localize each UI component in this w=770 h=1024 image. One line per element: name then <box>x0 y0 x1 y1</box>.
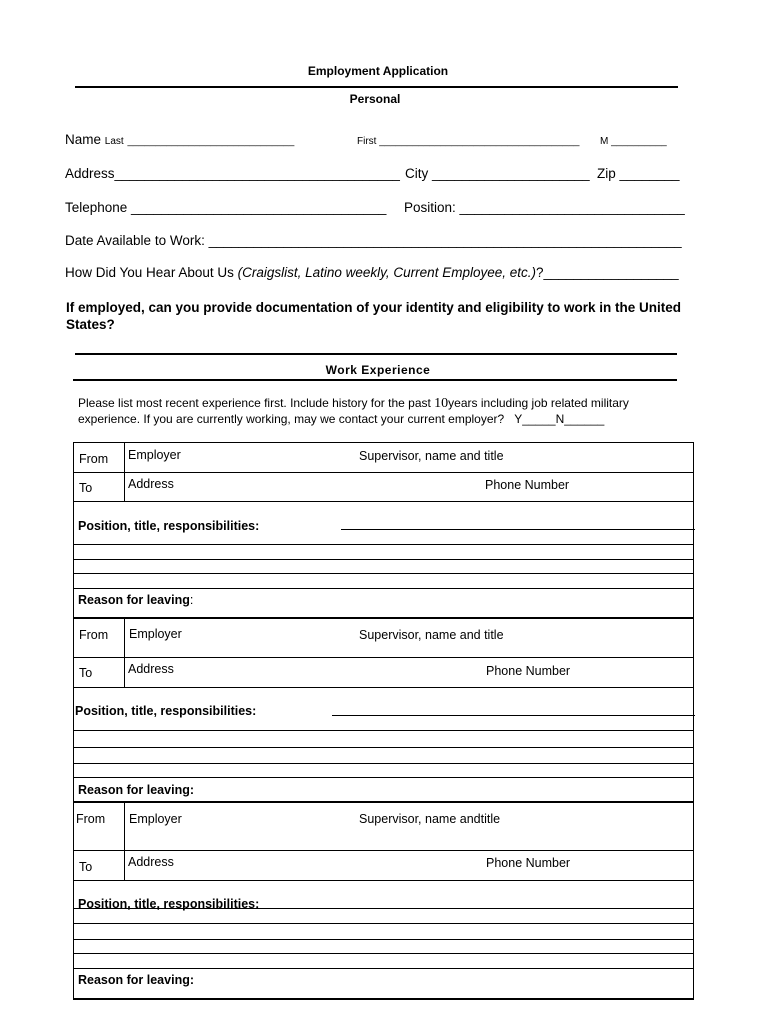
middle-initial-input[interactable]: __________ <box>611 136 667 147</box>
referral-source-examples: (Craigslist, Latino weekly, Current Employee, etc.) <box>237 265 536 280</box>
zip-input[interactable]: Zip ________ <box>597 166 680 181</box>
position-responsibilities-label: Position, title, responsibilities: <box>78 519 260 533</box>
address-field[interactable]: Address <box>128 662 174 676</box>
to-date-field[interactable]: To <box>79 860 93 874</box>
city-input[interactable]: City _____________________ <box>405 166 590 181</box>
employer-field[interactable]: Employer <box>129 627 182 641</box>
last-name-label: Last <box>104 136 124 147</box>
middle-initial-field <box>600 136 667 147</box>
work-bottom-rule <box>73 379 677 381</box>
supervisor-field[interactable]: Supervisor, name and title <box>359 628 504 642</box>
work-entry-2 <box>73 618 694 804</box>
eligibility-question: If employed, can you provide documentation of your identity and eligibility to work in the United States? <box>66 300 682 332</box>
years-count: 10 <box>434 396 449 411</box>
from-date-field[interactable]: From <box>79 452 109 466</box>
position-responsibilities-label: Position, title, responsibilities: <box>78 897 260 911</box>
contact-no-input[interactable]: N______ <box>555 411 605 426</box>
from-date-field[interactable]: From <box>76 812 106 826</box>
position-responsibilities-label: Position, title, responsibilities: <box>75 704 257 718</box>
position-input[interactable]: Position: ______________________________ <box>404 200 685 215</box>
header-rule <box>75 86 678 88</box>
referral-source-label: How Did You Hear About Us <box>65 265 234 280</box>
middle-initial-label: M <box>600 136 609 147</box>
address-field[interactable]: Address <box>128 477 174 491</box>
supervisor-field[interactable]: Supervisor, name andtitle <box>359 812 501 826</box>
date-available-input[interactable]: Date Available to Work: _______________________________________________________________ <box>65 233 682 248</box>
work-entry-3 <box>73 803 694 1000</box>
employer-field[interactable]: Employer <box>128 448 181 462</box>
referral-source-field <box>65 265 679 280</box>
reason-for-leaving-label: Reason for leaving: <box>78 973 194 987</box>
reason-for-leaving-label: Reason for leaving: <box>78 783 194 797</box>
section-personal-heading: Personal <box>349 92 401 106</box>
to-date-field[interactable]: To <box>79 666 93 680</box>
address-input[interactable]: Address______________________________________ <box>65 166 400 181</box>
work-top-rule <box>75 353 677 355</box>
phone-number-field[interactable]: Phone Number <box>485 478 570 492</box>
to-date-field[interactable]: To <box>79 481 93 495</box>
name-field-row <box>65 132 294 147</box>
contact-yes-input[interactable]: Y_____ <box>514 411 556 426</box>
work-entry-1 <box>73 442 694 618</box>
last-name-input[interactable]: ______________________________ <box>127 136 295 147</box>
name-label: Name <box>65 132 102 147</box>
section-work-heading: Work Experience <box>325 363 431 377</box>
referral-source-input[interactable]: ?__________________ <box>535 265 679 280</box>
reason-for-leaving-label: Reason for leaving: <box>78 593 194 607</box>
first-name-label: First <box>357 136 377 147</box>
phone-number-field[interactable]: Phone Number <box>486 664 571 678</box>
employer-field[interactable]: Employer <box>129 812 182 826</box>
first-name-field <box>357 136 579 147</box>
first-name-input[interactable]: ____________________________________ <box>379 136 580 147</box>
from-date-field[interactable]: From <box>79 628 109 642</box>
phone-number-field[interactable]: Phone Number <box>486 856 571 870</box>
address-field[interactable]: Address <box>128 855 174 869</box>
supervisor-field[interactable]: Supervisor, name and title <box>359 449 504 463</box>
form-title: Employment Application <box>307 64 449 78</box>
work-instructions: Please list most recent experience first. Include history for the past 10years including job related military experience. If you are currently working, may we contact your current employer? Y_____N______ <box>78 396 629 426</box>
telephone-input[interactable]: Telephone __________________________________ <box>65 200 387 215</box>
